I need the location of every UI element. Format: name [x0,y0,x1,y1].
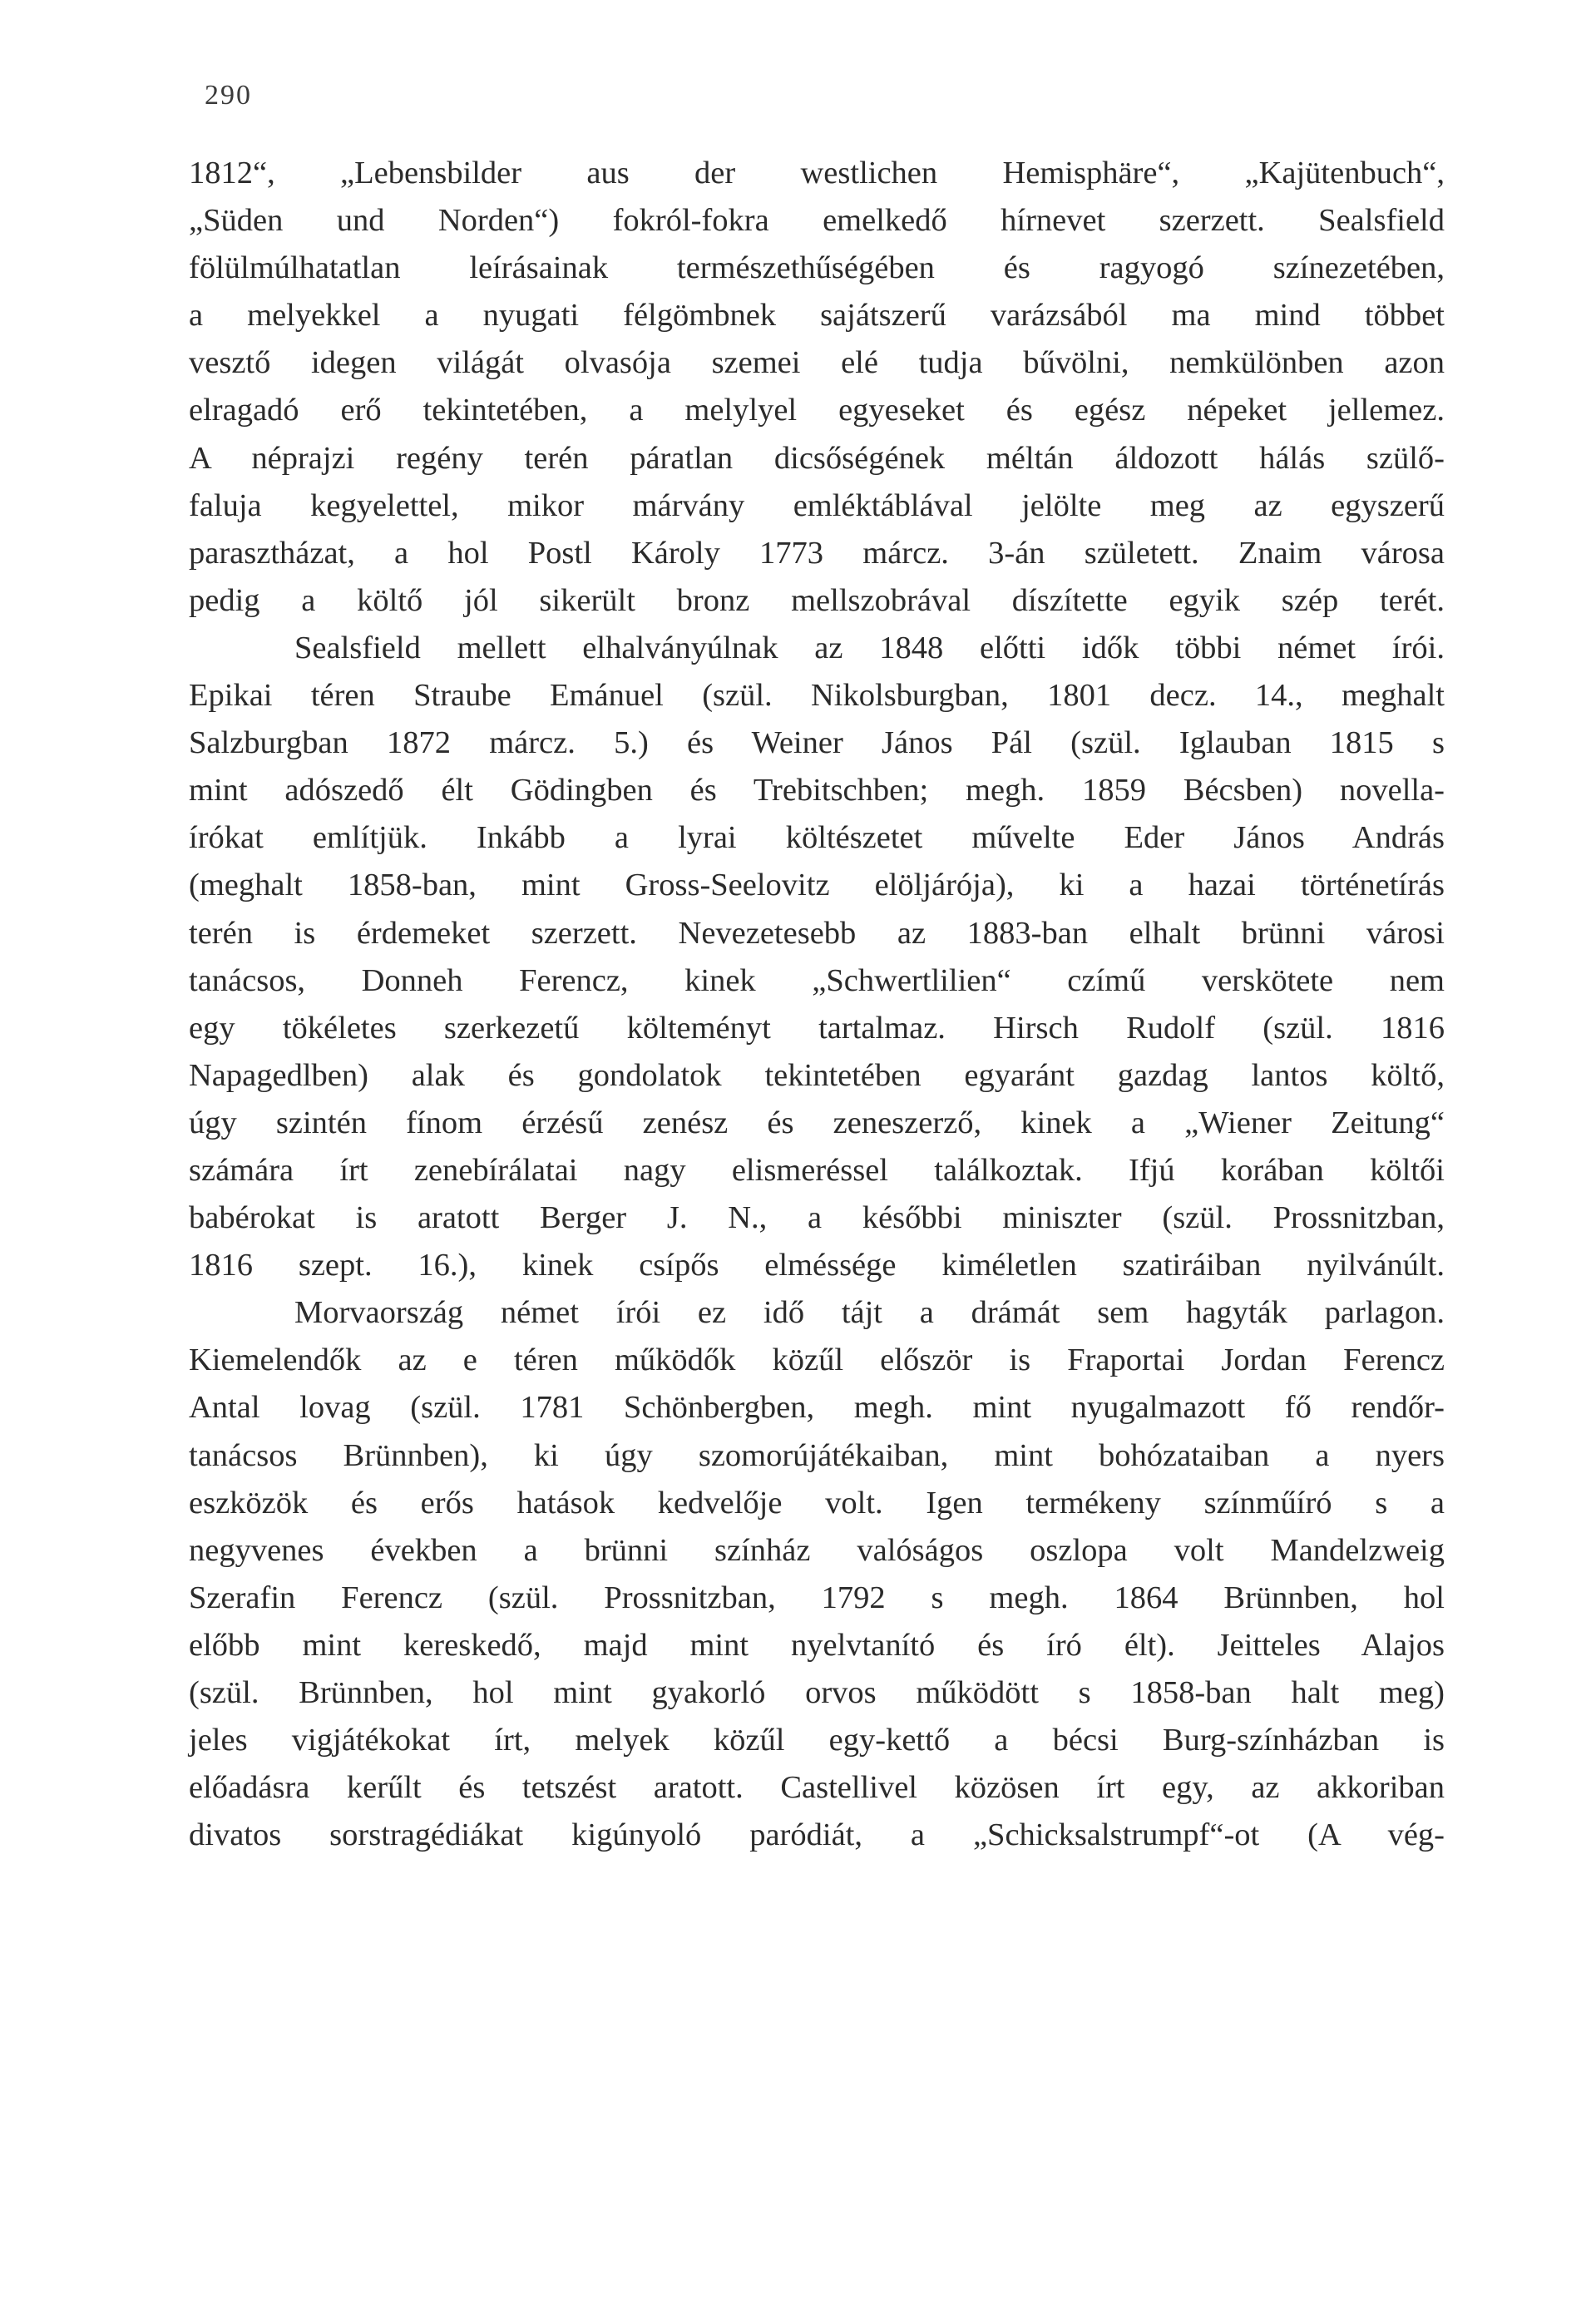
page-number: 290 [205,80,252,111]
text-line: Kiemelendők az e téren működők közűl először is Fraportai Jordan Ferencz [189,1342,1445,1378]
text-line: számára írt zenebírálatai nagy elismeréssel találkoztak. Ifjú korában költői [189,1152,1445,1188]
text-line: negyvenes években a brünni színház valóságos oszlopa volt Mandelzweig [189,1532,1445,1568]
text-line: Epikai téren Straube Emánuel (szül. Nikolsburgban, 1801 decz. 14., meghalt [189,678,1445,714]
text-line: 1816 szept. 16.), kinek csípős elméssége kiméletlen szatiráiban nyilvánúlt. [189,1248,1445,1283]
text-line: divatos sorstragédiákat kigúnyoló paródiát, a „Schicksalstrumpf“-ot (A vég- [189,1817,1445,1853]
text-line: előadásra kerűlt és tetszést aratott. Castellivel közösen írt egy, az akkoriban [189,1770,1445,1806]
text-line: vesztő idegen világát olvasója szemei elé tudja bűvölni, nemkülönben azon [189,345,1445,381]
text-line: Szerafin Ferencz (szül. Prossnitzban, 1792 s megh. 1864 Brünnben, hol [189,1580,1445,1615]
paragraph-start-line: Morvaország német írói ez idő tájt a drámát sem hagyták parlagon. [294,1295,1445,1331]
text-line: tanácsos Brünnben), ki úgy szomorújátékaiban, mint bohózataiban a nyers [189,1437,1445,1473]
text-line: úgy szintén fínom érzésű zenész és zeneszerző, kinek a „Wiener Zeitung“ [189,1105,1445,1140]
text-line: a melyekkel a nyugati félgömbnek sajátszerű varázsából ma mind többet [189,298,1445,334]
text-line: faluja kegyelettel, mikor márvány emléktáblával jelölte meg az egyszerű [189,487,1445,523]
text-line: (szül. Brünnben, hol mint gyakorló orvos működött s 1858-ban halt meg) [189,1675,1445,1710]
text-line: Salzburgban 1872 márcz. 5.) és Weiner János Pál (szül. Iglauban 1815 s [189,725,1445,761]
text-line: tanácsos, Donneh Ferencz, kinek „Schwertlilien“ czímű verskötete nem [189,962,1445,998]
text-line: pedig a költő jól sikerült bronz mellszobrával díszítette egyik szép terét. [189,582,1445,618]
text-line: fölülmúlhatatlan leírásainak természethűségében és ragyogó színezetében, [189,250,1445,286]
text-line: jeles vigjátékokat írt, melyek közűl egy-kettő a bécsi Burg-színházban is [189,1723,1445,1758]
text-line: írókat említjük. Inkább a lyrai költészetet művelte Eder János András [189,820,1445,856]
text-line: elragadó erő tekintetében, a melylyel egyeseket és egész népeket jellemez. [189,393,1445,428]
text-line: Antal lovag (szül. 1781 Schönbergben, megh. mint nyugalmazott fő rendőr- [189,1390,1445,1426]
text-line: mint adószedő élt Gödingben és Trebitschben; megh. 1859 Bécsben) novella- [189,773,1445,808]
body-text [189,150,1445,1859]
text-line: „Süden und Norden“) fokról-fokra emelkedő hírnevet szerzett. Sealsfield [189,203,1445,239]
text-line: babérokat is aratott Berger J. N., a későbbi miniszter (szül. Prossnitzban, [189,1200,1445,1236]
text-line: egy tökéletes szerkezetű költeményt tartalmaz. Hirsch Rudolf (szül. 1816 [189,1010,1445,1046]
text-line: előbb mint kereskedő, majd mint nyelvtanító és író élt). Jeitteles Alajos [189,1627,1445,1663]
text-line: (meghalt 1858-ban, mint Gross-Seelovitz elöljárója), ki a hazai történetírás [189,868,1445,903]
text-line: parasztházat, a hol Postl Károly 1773 márcz. 3-án született. Znaim városa [189,535,1445,571]
text-line: A néprajzi regény terén páratlan dicsőségének méltán áldozott hálás szülő- [189,440,1445,476]
text-line: 1812“, „Lebensbilder aus der westlichen Hemisphäre“, „Kajütenbuch“, [189,156,1445,190]
text-line: eszközök és erős hatások kedvelője volt. Igen termékeny színműíró s a [189,1485,1445,1520]
text-line: terén is érdemeket szerzett. Nevezetesebb az 1883-ban elhalt brünni városi [189,915,1445,951]
text-line: Napagedlben) alak és gondolatok tekintetében egyaránt gazdag lantos költő, [189,1057,1445,1093]
paragraph-start-line: Sealsfield mellett elhalványúlnak az 1848 előtti idők többi német írói. [294,630,1445,665]
